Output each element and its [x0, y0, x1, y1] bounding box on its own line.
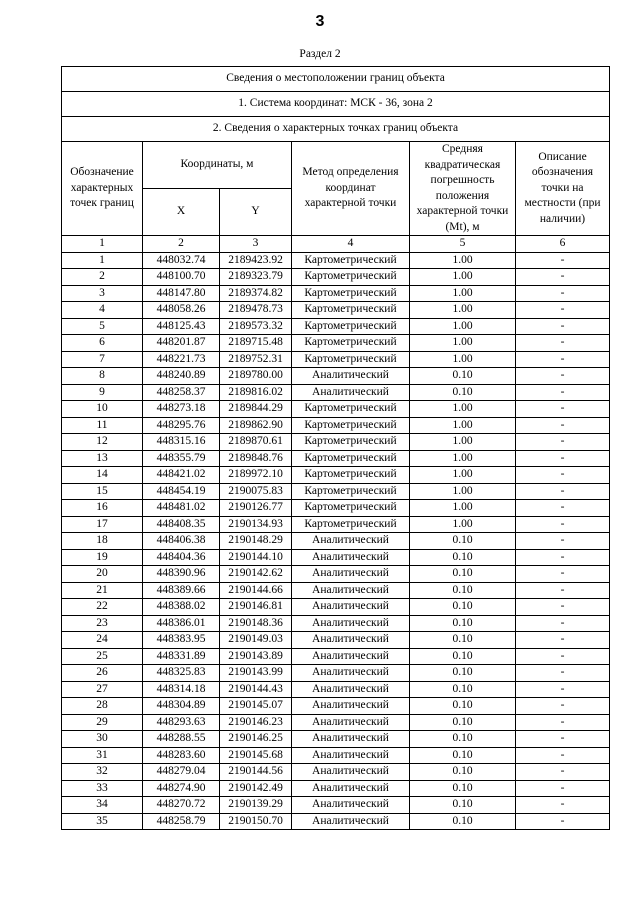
y-coordinate: 2189862.90 [220, 417, 292, 434]
method: Аналитический [292, 549, 410, 566]
accuracy: 0.10 [410, 648, 516, 665]
y-coordinate: 2190145.68 [220, 747, 292, 764]
x-coordinate: 448389.66 [143, 582, 220, 599]
column-number: 1 [62, 236, 143, 253]
accuracy: 1.00 [410, 417, 516, 434]
y-coordinate: 2190142.62 [220, 566, 292, 583]
table-row [62, 351, 610, 368]
point-number: 19 [62, 549, 143, 566]
points-section-title: 2. Сведения о характерных точках границ объекта [62, 117, 610, 142]
coordinate-system: 1. Система координат: МСК - 36, зона 2 [62, 92, 610, 117]
x-coordinate: 448201.87 [143, 335, 220, 352]
accuracy: 0.10 [410, 368, 516, 385]
method: Аналитический [292, 714, 410, 731]
accuracy: 1.00 [410, 318, 516, 335]
description: - [516, 615, 610, 632]
point-number: 27 [62, 681, 143, 698]
table-row [62, 747, 610, 764]
description: - [516, 533, 610, 550]
accuracy: 1.00 [410, 285, 516, 302]
accuracy: 0.10 [410, 681, 516, 698]
method: Картометрический [292, 434, 410, 451]
accuracy: 0.10 [410, 714, 516, 731]
x-coordinate: 448386.01 [143, 615, 220, 632]
x-coordinate: 448388.02 [143, 599, 220, 616]
accuracy: 1.00 [410, 483, 516, 500]
accuracy: 0.10 [410, 797, 516, 814]
method: Аналитический [292, 648, 410, 665]
accuracy: 1.00 [410, 434, 516, 451]
description: - [516, 714, 610, 731]
method: Картометрический [292, 516, 410, 533]
point-number: 29 [62, 714, 143, 731]
table-row [62, 318, 610, 335]
y-coordinate: 2190144.43 [220, 681, 292, 698]
point-number: 31 [62, 747, 143, 764]
description: - [516, 285, 610, 302]
method: Аналитический [292, 582, 410, 599]
method: Картометрический [292, 318, 410, 335]
point-number: 12 [62, 434, 143, 451]
y-coordinate: 2190145.07 [220, 698, 292, 715]
method: Аналитический [292, 813, 410, 830]
table-row [62, 434, 610, 451]
y-coordinate: 2190144.10 [220, 549, 292, 566]
point-number: 8 [62, 368, 143, 385]
description: - [516, 780, 610, 797]
column-number: 5 [410, 236, 516, 253]
method: Картометрический [292, 450, 410, 467]
accuracy: 0.10 [410, 566, 516, 583]
y-coordinate: 2189573.32 [220, 318, 292, 335]
point-number: 16 [62, 500, 143, 517]
x-coordinate: 448258.37 [143, 384, 220, 401]
header-description: Описание обозначения точки на местности (при наличии) [516, 142, 610, 236]
accuracy: 0.10 [410, 698, 516, 715]
description: - [516, 252, 610, 269]
table-heading: Сведения о местоположении границ объекта [62, 67, 610, 92]
description: - [516, 335, 610, 352]
x-coordinate: 448283.60 [143, 747, 220, 764]
page-number: 3 [315, 13, 325, 30]
table-row [62, 797, 610, 814]
x-coordinate: 448408.35 [143, 516, 220, 533]
table-row [62, 714, 610, 731]
method: Аналитический [292, 780, 410, 797]
point-number: 15 [62, 483, 143, 500]
accuracy: 1.00 [410, 516, 516, 533]
table-row [62, 483, 610, 500]
table-row [62, 285, 610, 302]
method: Аналитический [292, 566, 410, 583]
method: Картометрический [292, 269, 410, 286]
header-coordinates: Координаты, м [143, 142, 292, 189]
table-row [62, 599, 610, 616]
accuracy: 0.10 [410, 582, 516, 599]
accuracy: 1.00 [410, 401, 516, 418]
point-number: 23 [62, 615, 143, 632]
description: - [516, 747, 610, 764]
method: Аналитический [292, 384, 410, 401]
description: - [516, 698, 610, 715]
y-coordinate: 2189323.79 [220, 269, 292, 286]
point-number: 34 [62, 797, 143, 814]
table-row [62, 813, 610, 830]
table-row [62, 269, 610, 286]
method: Картометрический [292, 351, 410, 368]
y-coordinate: 2189423.92 [220, 252, 292, 269]
method: Аналитический [292, 764, 410, 781]
description: - [516, 549, 610, 566]
column-number: 3 [220, 236, 292, 253]
x-coordinate: 448273.18 [143, 401, 220, 418]
table-row [62, 450, 610, 467]
column-number: 6 [516, 236, 610, 253]
description: - [516, 467, 610, 484]
x-coordinate: 448406.38 [143, 533, 220, 550]
point-number: 30 [62, 731, 143, 748]
y-coordinate: 2189715.48 [220, 335, 292, 352]
table-row [62, 516, 610, 533]
table-row [62, 533, 610, 550]
x-coordinate: 448274.90 [143, 780, 220, 797]
y-coordinate: 2190148.36 [220, 615, 292, 632]
x-coordinate: 448383.95 [143, 632, 220, 649]
y-coordinate: 2189478.73 [220, 302, 292, 319]
point-number: 13 [62, 450, 143, 467]
y-coordinate: 2190126.77 [220, 500, 292, 517]
method: Картометрический [292, 417, 410, 434]
accuracy: 1.00 [410, 450, 516, 467]
x-coordinate: 448100.70 [143, 269, 220, 286]
description: - [516, 269, 610, 286]
y-coordinate: 2190148.29 [220, 533, 292, 550]
x-coordinate: 448390.96 [143, 566, 220, 583]
y-coordinate: 2190144.66 [220, 582, 292, 599]
accuracy: 1.00 [410, 351, 516, 368]
method: Аналитический [292, 731, 410, 748]
description: - [516, 401, 610, 418]
point-number: 9 [62, 384, 143, 401]
description: - [516, 764, 610, 781]
description: - [516, 516, 610, 533]
y-coordinate: 2189816.02 [220, 384, 292, 401]
description: - [516, 384, 610, 401]
table-row [62, 401, 610, 418]
method: Аналитический [292, 632, 410, 649]
point-number: 32 [62, 764, 143, 781]
point-number: 1 [62, 252, 143, 269]
table-row [62, 764, 610, 781]
table-row [62, 252, 610, 269]
accuracy: 0.10 [410, 665, 516, 682]
table-row [62, 549, 610, 566]
x-coordinate: 448279.04 [143, 764, 220, 781]
y-coordinate: 2190146.81 [220, 599, 292, 616]
x-coordinate: 448240.89 [143, 368, 220, 385]
method: Картометрический [292, 335, 410, 352]
method: Аналитический [292, 615, 410, 632]
description: - [516, 731, 610, 748]
table-row [62, 417, 610, 434]
accuracy: 1.00 [410, 269, 516, 286]
accuracy: 0.10 [410, 533, 516, 550]
method: Аналитический [292, 368, 410, 385]
point-number: 3 [62, 285, 143, 302]
method: Картометрический [292, 500, 410, 517]
column-number: 4 [292, 236, 410, 253]
accuracy: 0.10 [410, 813, 516, 830]
y-coordinate: 2190075.83 [220, 483, 292, 500]
x-coordinate: 448404.36 [143, 549, 220, 566]
method: Аналитический [292, 599, 410, 616]
x-coordinate: 448058.26 [143, 302, 220, 319]
accuracy: 1.00 [410, 335, 516, 352]
accuracy: 0.10 [410, 747, 516, 764]
x-coordinate: 448454.19 [143, 483, 220, 500]
description: - [516, 648, 610, 665]
point-number: 17 [62, 516, 143, 533]
y-coordinate: 2190143.89 [220, 648, 292, 665]
method: Картометрический [292, 467, 410, 484]
method: Картометрический [292, 483, 410, 500]
method: Аналитический [292, 747, 410, 764]
point-number: 4 [62, 302, 143, 319]
y-coordinate: 2189752.31 [220, 351, 292, 368]
method: Аналитический [292, 698, 410, 715]
y-coordinate: 2190143.99 [220, 665, 292, 682]
x-coordinate: 448258.79 [143, 813, 220, 830]
section-label: Раздел 2 [299, 48, 341, 60]
y-coordinate: 2190139.29 [220, 797, 292, 814]
description: - [516, 417, 610, 434]
accuracy: 0.10 [410, 615, 516, 632]
header-accuracy: Средняя квадратическая погрешность положения характерной точки (Mt), м [410, 142, 516, 236]
accuracy: 1.00 [410, 467, 516, 484]
description: - [516, 318, 610, 335]
description: - [516, 500, 610, 517]
method: Картометрический [292, 285, 410, 302]
point-number: 2 [62, 269, 143, 286]
description: - [516, 302, 610, 319]
description: - [516, 797, 610, 814]
table-row [62, 698, 610, 715]
table-row [62, 582, 610, 599]
table-row [62, 302, 610, 319]
description: - [516, 582, 610, 599]
point-number: 28 [62, 698, 143, 715]
table-row [62, 467, 610, 484]
description: - [516, 434, 610, 451]
method: Аналитический [292, 665, 410, 682]
table-row [62, 780, 610, 797]
x-coordinate: 448315.16 [143, 434, 220, 451]
y-coordinate: 2190146.23 [220, 714, 292, 731]
x-coordinate: 448421.02 [143, 467, 220, 484]
y-coordinate: 2190134.93 [220, 516, 292, 533]
y-coordinate: 2189972.10 [220, 467, 292, 484]
x-coordinate: 448147.80 [143, 285, 220, 302]
accuracy: 0.10 [410, 384, 516, 401]
method: Картометрический [292, 401, 410, 418]
y-coordinate: 2190149.03 [220, 632, 292, 649]
description: - [516, 665, 610, 682]
x-coordinate: 448304.89 [143, 698, 220, 715]
description: - [516, 813, 610, 830]
y-coordinate: 2190146.25 [220, 731, 292, 748]
accuracy: 1.00 [410, 252, 516, 269]
x-coordinate: 448331.89 [143, 648, 220, 665]
x-coordinate: 448032.74 [143, 252, 220, 269]
description: - [516, 450, 610, 467]
method: Аналитический [292, 533, 410, 550]
table-row [62, 632, 610, 649]
x-coordinate: 448270.72 [143, 797, 220, 814]
table-row [62, 368, 610, 385]
x-coordinate: 448295.76 [143, 417, 220, 434]
method: Картометрический [292, 252, 410, 269]
header-point-designation: Обозначение характерных точек границ [62, 142, 143, 236]
accuracy: 1.00 [410, 302, 516, 319]
description: - [516, 351, 610, 368]
table-row [62, 665, 610, 682]
point-number: 33 [62, 780, 143, 797]
accuracy: 0.10 [410, 780, 516, 797]
header-method: Метод определения координат характерной точки [292, 142, 410, 236]
accuracy: 0.10 [410, 764, 516, 781]
accuracy: 0.10 [410, 731, 516, 748]
x-coordinate: 448293.63 [143, 714, 220, 731]
y-coordinate: 2190144.56 [220, 764, 292, 781]
accuracy: 0.10 [410, 632, 516, 649]
point-number: 5 [62, 318, 143, 335]
table-row [62, 731, 610, 748]
table-row [62, 335, 610, 352]
y-coordinate: 2189374.82 [220, 285, 292, 302]
accuracy: 0.10 [410, 599, 516, 616]
x-coordinate: 448221.73 [143, 351, 220, 368]
header-x: X [143, 189, 220, 236]
y-coordinate: 2189848.76 [220, 450, 292, 467]
x-coordinate: 448288.55 [143, 731, 220, 748]
point-number: 11 [62, 417, 143, 434]
point-number: 26 [62, 665, 143, 682]
header-y: Y [220, 189, 292, 236]
column-number: 2 [143, 236, 220, 253]
point-number: 35 [62, 813, 143, 830]
description: - [516, 368, 610, 385]
x-coordinate: 448125.43 [143, 318, 220, 335]
y-coordinate: 2189844.29 [220, 401, 292, 418]
point-number: 21 [62, 582, 143, 599]
table-row [62, 384, 610, 401]
method: Аналитический [292, 797, 410, 814]
y-coordinate: 2190150.70 [220, 813, 292, 830]
x-coordinate: 448355.79 [143, 450, 220, 467]
description: - [516, 566, 610, 583]
description: - [516, 632, 610, 649]
x-coordinate: 448314.18 [143, 681, 220, 698]
table-row [62, 500, 610, 517]
y-coordinate: 2189870.61 [220, 434, 292, 451]
boundary-points-table [61, 66, 610, 830]
point-number: 7 [62, 351, 143, 368]
point-number: 6 [62, 335, 143, 352]
description: - [516, 483, 610, 500]
table-row [62, 648, 610, 665]
x-coordinate: 448325.83 [143, 665, 220, 682]
column-numbers-row [62, 236, 610, 253]
point-number: 14 [62, 467, 143, 484]
x-coordinate: 448481.02 [143, 500, 220, 517]
point-number: 22 [62, 599, 143, 616]
table-row [62, 681, 610, 698]
point-number: 20 [62, 566, 143, 583]
description: - [516, 681, 610, 698]
y-coordinate: 2190142.49 [220, 780, 292, 797]
y-coordinate: 2189780.00 [220, 368, 292, 385]
point-number: 18 [62, 533, 143, 550]
point-number: 25 [62, 648, 143, 665]
method: Картометрический [292, 302, 410, 319]
method: Аналитический [292, 681, 410, 698]
accuracy: 0.10 [410, 549, 516, 566]
point-number: 24 [62, 632, 143, 649]
point-number: 10 [62, 401, 143, 418]
description: - [516, 599, 610, 616]
table-row [62, 566, 610, 583]
table-row [62, 615, 610, 632]
accuracy: 1.00 [410, 500, 516, 517]
